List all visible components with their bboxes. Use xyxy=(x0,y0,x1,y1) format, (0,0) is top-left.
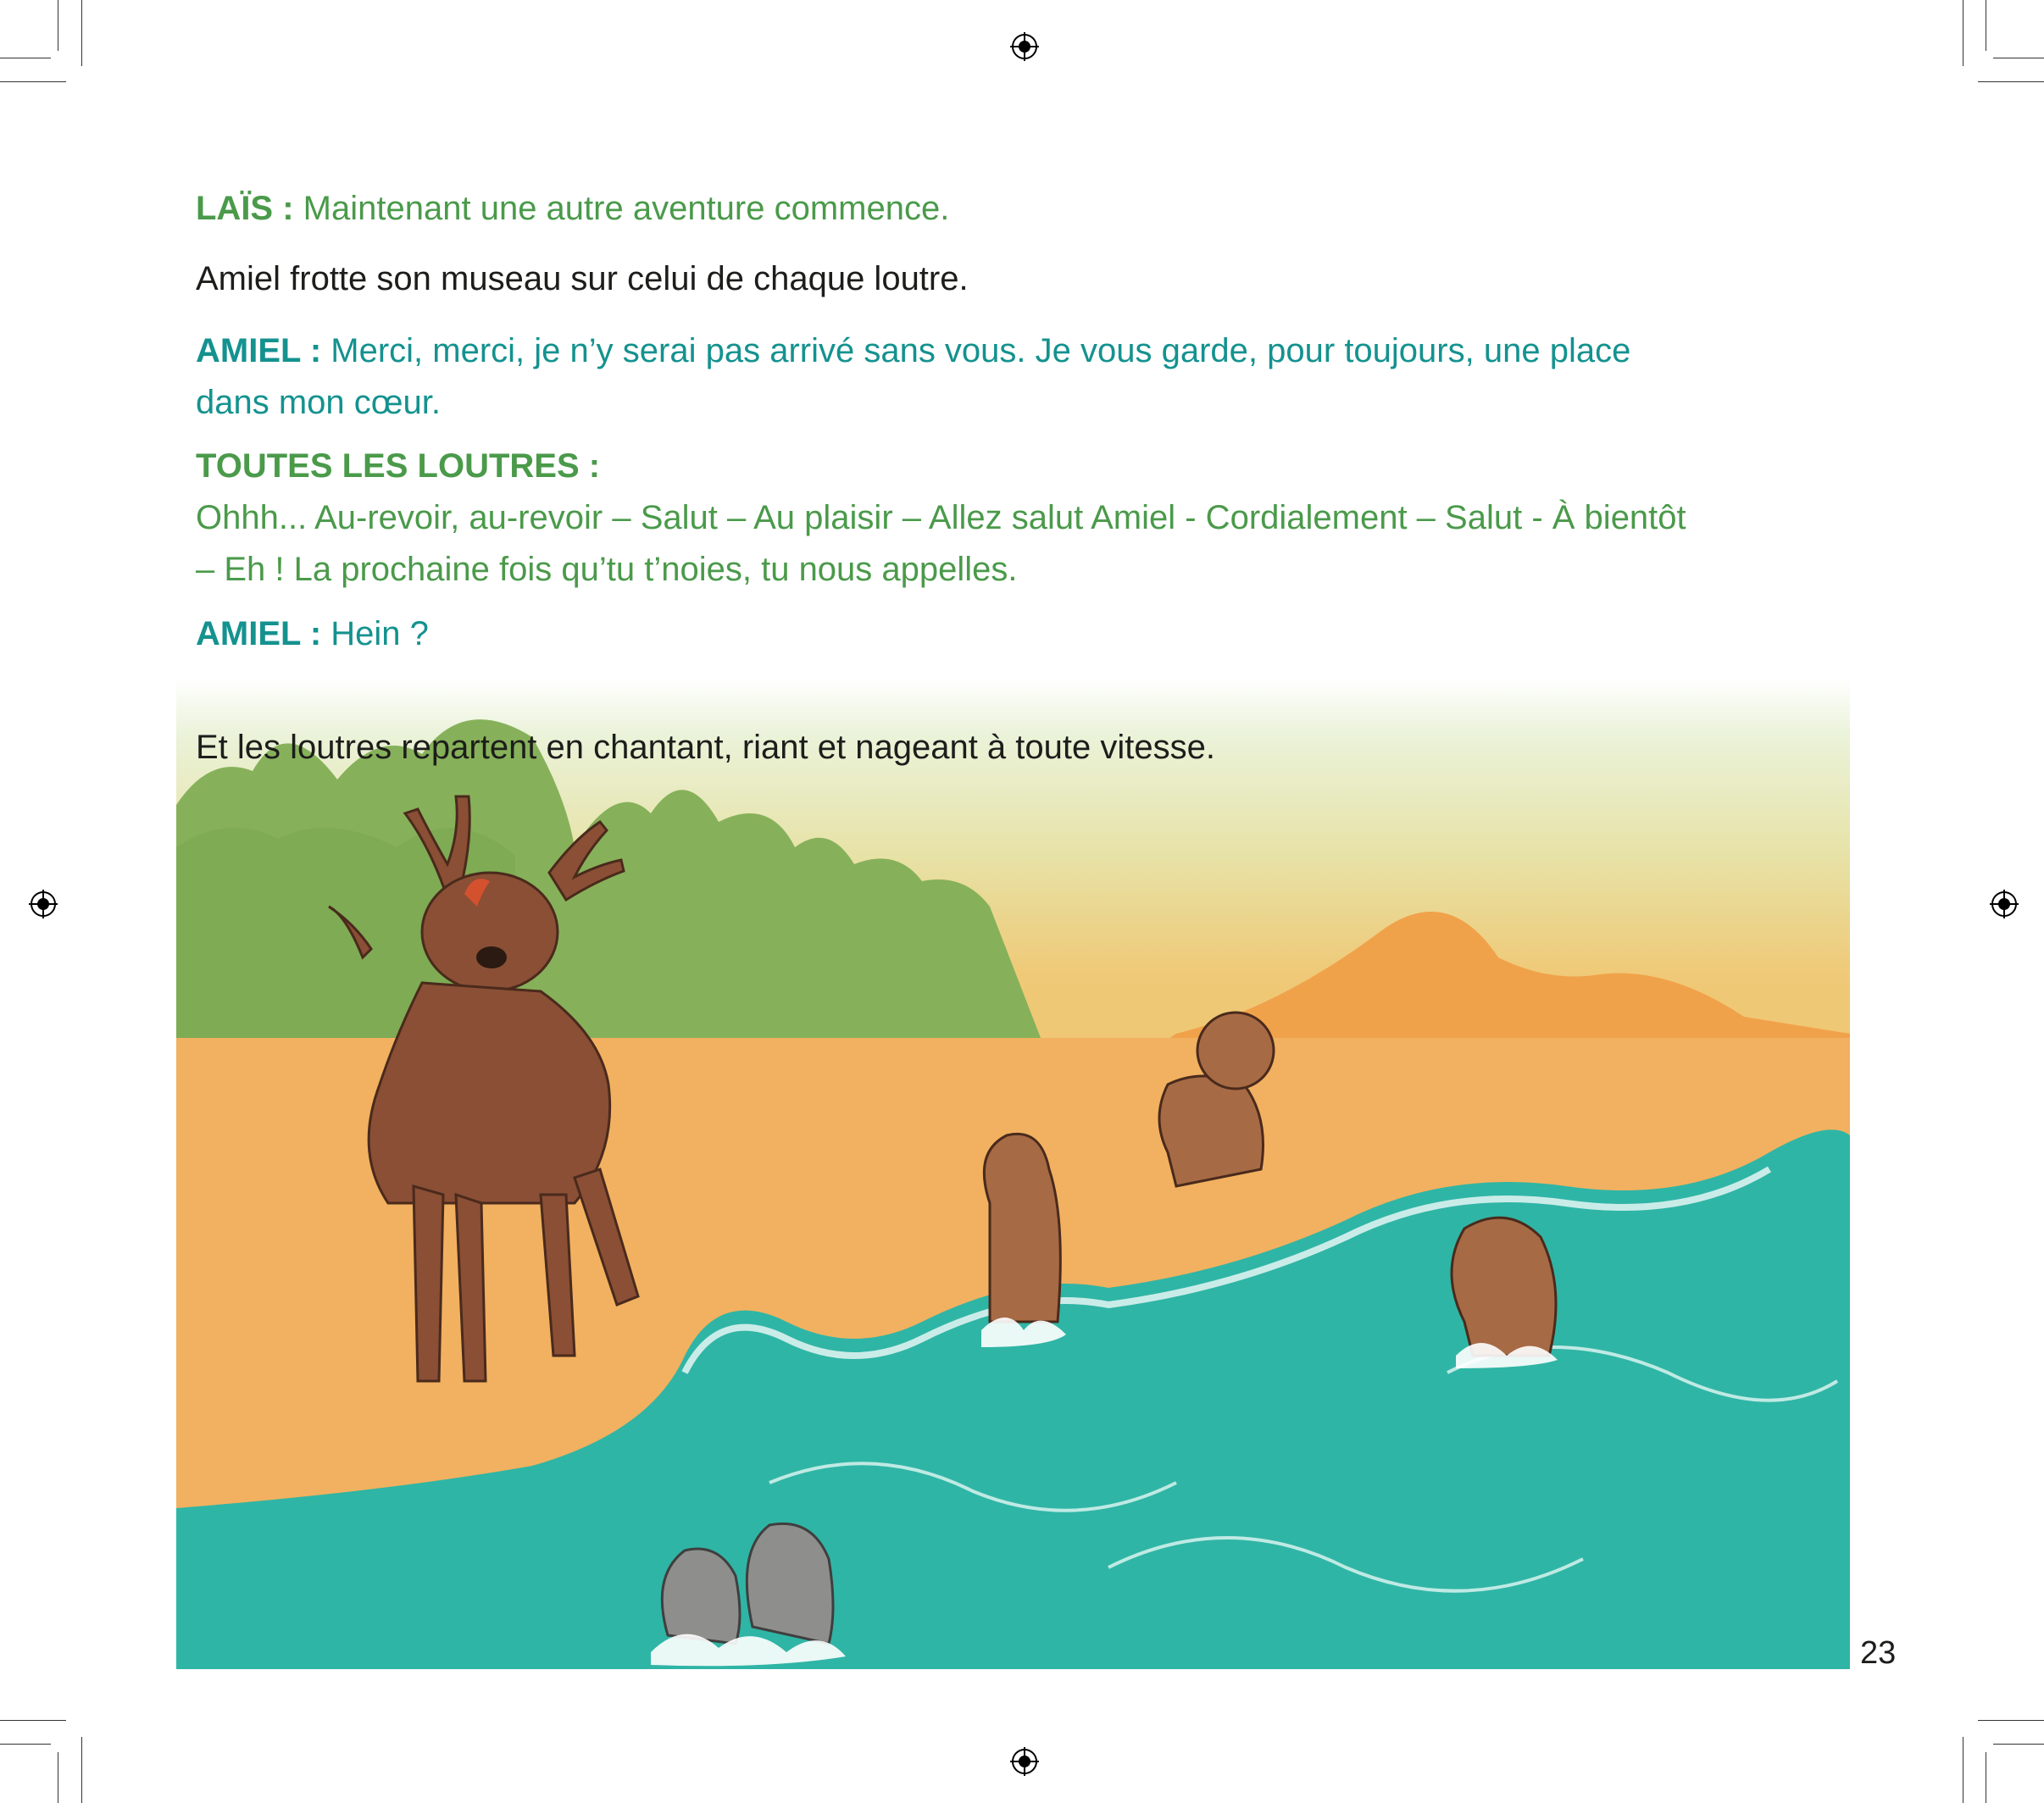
crop-mark xyxy=(0,1744,51,1745)
registration-mark-icon xyxy=(1990,890,2019,918)
page-number: 23 xyxy=(1860,1635,1897,1671)
crop-mark xyxy=(0,81,66,82)
registration-mark-icon xyxy=(29,890,58,918)
narration: Amiel frotte son museau sur celui de chaque loutre. xyxy=(196,260,969,297)
dialogue-text: Merci, merci, je n’y serai pas arrivé sans vous. Je vous garde, pour toujours, une place xyxy=(330,332,1631,369)
dialogue-amiel xyxy=(196,608,1891,660)
crop-mark xyxy=(1978,1720,2044,1721)
crop-mark xyxy=(1978,81,2044,82)
dialogue-text: Ohhh... Au-revoir, au-revoir – Salut – Au plaisir – Allez salut Amiel - Cordialement – Salut - À bientôt xyxy=(196,499,1686,536)
registration-mark-icon xyxy=(1010,1747,1039,1776)
dialogue-text: – Eh ! La prochaine fois qu’tu t’noies, tu nous appelles. xyxy=(196,551,1018,588)
dialogue-lais xyxy=(196,183,1891,235)
crop-mark xyxy=(1993,1744,2044,1745)
crop-mark xyxy=(81,0,82,66)
illustration xyxy=(176,678,1850,1669)
crop-mark xyxy=(81,1737,82,1803)
registration-mark-icon xyxy=(1010,32,1039,61)
dialogue-text: Maintenant une autre aventure commence. xyxy=(303,190,950,227)
speaker-amiel: AMIEL : xyxy=(196,332,322,369)
dialogue-text: Hein ? xyxy=(330,615,429,652)
narration: Et les loutres repartent en chantant, riant et nageant à toute vitesse. xyxy=(196,729,1215,766)
dialogue-text: dans mon cœur. xyxy=(196,384,442,421)
speaker-lais: LAÏS : xyxy=(196,190,294,227)
speaker-amiel: AMIEL : xyxy=(196,615,322,652)
crop-mark xyxy=(0,1720,66,1721)
speaker-otters: TOUTES LES LOUTRES : xyxy=(196,447,601,485)
dialogue-amiel xyxy=(196,325,1891,377)
